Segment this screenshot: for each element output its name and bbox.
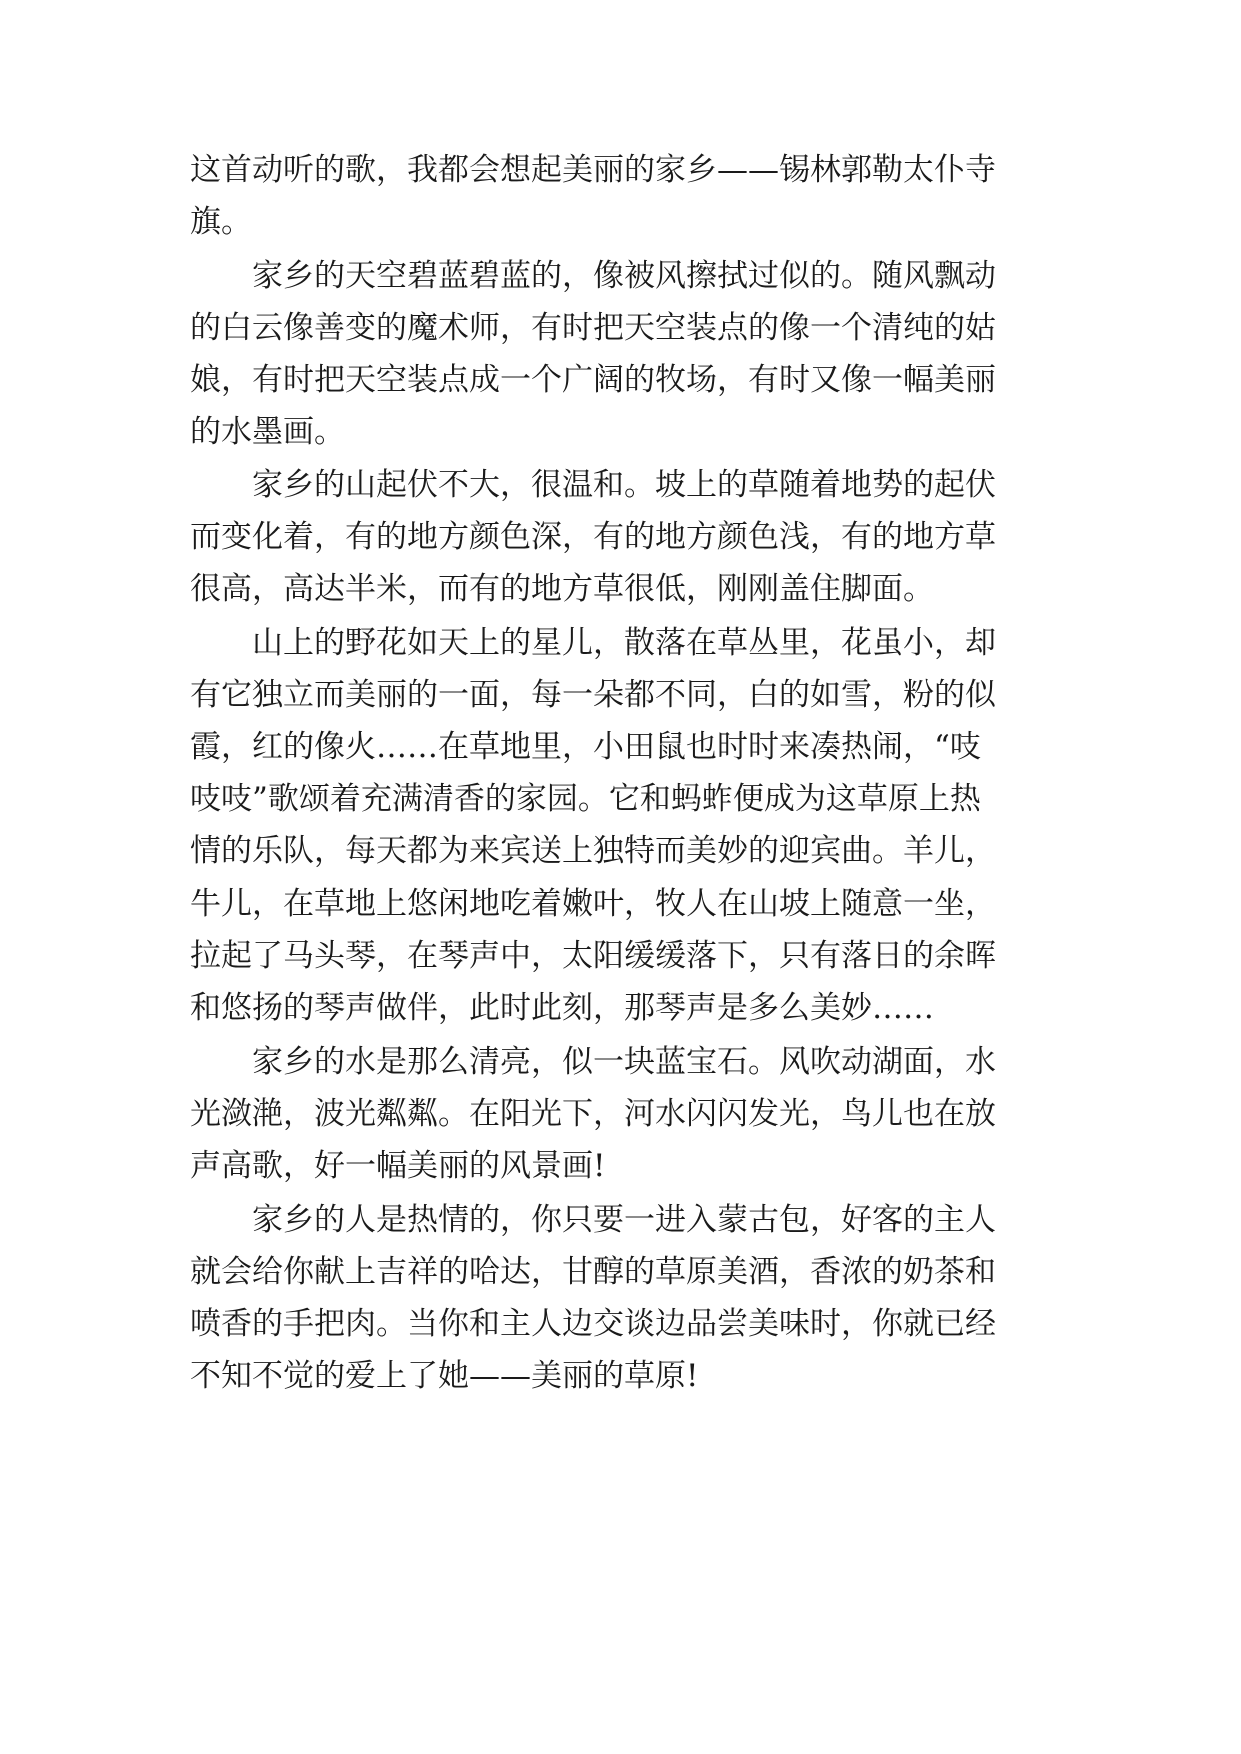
- text-line: 而变化着，有的地方颜色深，有的地方颜色浅，有的地方草: [190, 519, 996, 555]
- paragraph-first-line: 家乡的人是热情的，你只要一进入蒙古包，好客的主人: [252, 1202, 996, 1238]
- paragraph-first-line: 家乡的山起伏不大，很温和。坡上的草随着地势的起伏: [252, 467, 996, 503]
- text-line: 和悠扬的琴声做伴，此时此刻，那琴声是多么美妙……: [190, 990, 934, 1026]
- text-line: 这首动听的歌，我都会想起美丽的家乡——锡林郭勒太仆寺: [190, 152, 996, 188]
- text-line: 娘，有时把天空装点成一个广阔的牧场，有时又像一幅美丽: [190, 362, 996, 398]
- text-line: 光潋滟，波光粼粼。在阳光下，河水闪闪发光，鸟儿也在放: [190, 1096, 996, 1132]
- text-line: 声高歌，好一幅美丽的风景画!: [190, 1148, 606, 1184]
- text-line: 霞，红的像火……在草地里，小田鼠也时时来凑热闹，“吱: [190, 729, 981, 765]
- text-line: 的白云像善变的魔术师，有时把天空装点的像一个清纯的姑: [190, 310, 996, 346]
- text-line: 情的乐队，每天都为来宾送上独特而美妙的迎宾曲。羊儿，: [190, 833, 996, 869]
- text-line: 牛儿，在草地上悠闲地吃着嫩叶，牧人在山坡上随意一坐，: [190, 886, 996, 922]
- text-line: 不知不觉的爱上了她——美丽的草原!: [190, 1358, 699, 1394]
- text-line: 吱吱”歌颂着充满清香的家园。它和蚂蚱便成为这草原上热: [190, 781, 981, 817]
- paragraph-first-line: 家乡的天空碧蓝碧蓝的，像被风擦拭过似的。随风飘动: [252, 258, 996, 294]
- text-line: 拉起了马头琴，在琴声中，太阳缓缓落下，只有落日的余晖: [190, 938, 996, 974]
- text-line: 喷香的手把肉。当你和主人边交谈边品尝美味时，你就已经: [190, 1306, 996, 1342]
- text-line: 就会给你献上吉祥的哈达，甘醇的草原美酒，香浓的奶茶和: [190, 1254, 996, 1290]
- text-line: 旗。: [190, 204, 252, 240]
- text-line: 的水墨画。: [190, 414, 345, 450]
- text-line: 有它独立而美丽的一面，每一朵都不同，白的如雪，粉的似: [190, 677, 996, 713]
- text-line: 很高，高达半米，而有的地方草很低，刚刚盖住脚面。: [190, 571, 934, 607]
- paragraph-first-line: 家乡的水是那么清亮，似一块蓝宝石。风吹动湖面，水: [252, 1044, 996, 1080]
- paragraph-first-line: 山上的野花如天上的星儿，散落在草丛里，花虽小，却: [252, 625, 996, 661]
